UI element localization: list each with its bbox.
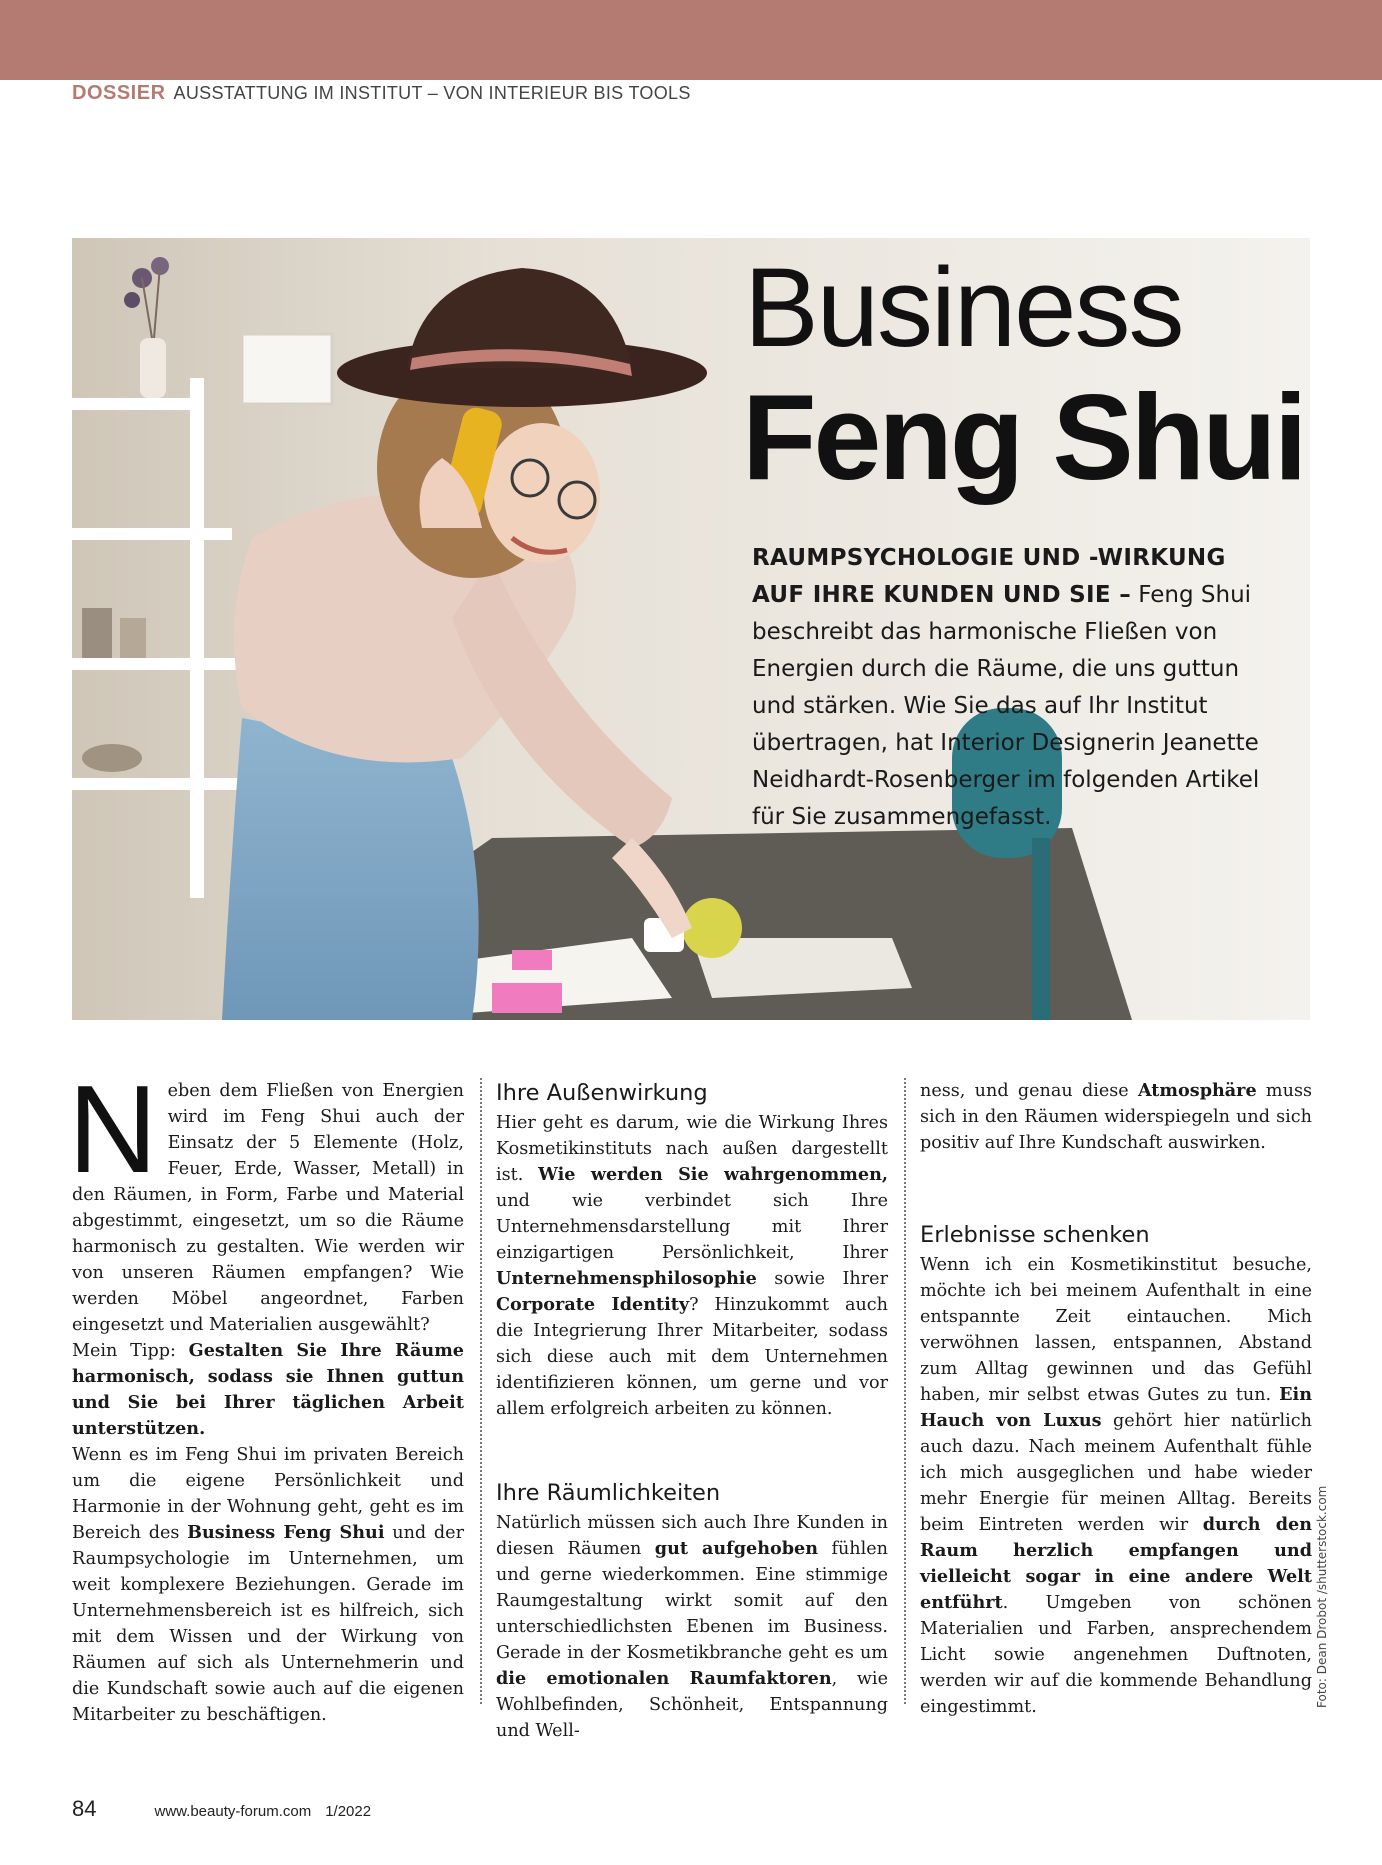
paragraph: Wenn es im Feng Shui im privaten Bereich um die eigene Persönlichkeit und Harmonie in der Wohnung geht, geht es im Bereich des Business Feng Shui und der Raumpsychologie im Unternehmen, um weit komplexere Beziehungen. Gerade im Unternehmensbereich ist es hilfreich, sich mit dem Wissen und der Wirkung von Räumen auf sich als Unternehmerin und die Kundschaft sowie auch auf die eigenen Mitarbeiter zu beschäftigen. [72,1445,464,1725]
top-color-bar [0,0,1382,80]
article-title-line1: Business [744,245,1183,370]
article-intro [752,540,1272,836]
photo-credit: Foto: Dean Drobot /shutterstock.com [1315,1485,1329,1708]
page-number: 84 [72,1796,97,1821]
section-subtitle: AUSSTATTUNG IM INSTITUT – VON INTERIEUR BIS TOOLS [173,83,691,103]
drop-cap: N [68,1061,158,1199]
article-column-1 [68,1061,464,1728]
paragraph: ness, und genau diese Atmosphäre muss sich in den Räumen widerspiegeln und sich positiv auf Ihre Kundschaft auswirken. [920,1080,1312,1153]
article-title-line2: Feng Shui [742,369,1305,505]
column-divider [904,1078,906,1704]
column-divider [480,1078,482,1704]
paragraph: Hier geht es darum, wie die Wirkung Ihres Kosmetikinstituts nach außen dargestellt ist. Wie werden Sie wahrgenommen, und wie verbindet sich Ihre Unternehmensdarstellung mit Ihrer einzigartigen Persönlichkeit, Ihrer Unternehmensphilosophie sowie Ihrer Corporate Identity? Hinzukommt auch die Integrierung Ihrer Mitarbeiter, sodass sich diese auch mit dem Unternehmen identifizieren können, um gerne und vor allem erfolgreich arbeiten zu können. [496,1113,888,1419]
footer-issue: 1/2022 [325,1803,372,1820]
subheading: Erlebnisse schenken [920,1222,1150,1248]
section-label: DOSSIER [72,82,166,104]
footer-website-link[interactable]: www.beauty-forum.com [154,1803,312,1820]
paragraph: Wenn ich ein Kosmetikinstitut besuche, möchte ich bei meinem Aufenthalt in eine entspannte Zeit eintauchen. Mich verwöhnen lassen, entspannen, Abstand zum Alltag gewinnen und das Gefühl haben, mir selbst etwas Gutes zu tun. Ein Hauch von Luxus gehört hier natürlich auch dazu. Nach meinem Aufenthalt fühle ich mich ausgeglichen und habe wieder mehr Energie für meinen Alltag. Bereits beim Eintreten werden wir durch den Raum herzlich empfangen und vielleicht sogar in eine andere Welt entführt. Umgeben von schönen Materialien und Farben, ansprechendem Licht sowie angenehmen Duftnoten, werden wir auf die kommende Behandlung eingestimmt. [920,1255,1312,1717]
article-column-2 [496,1078,888,1744]
page-footer [72,1796,371,1822]
subheading: Ihre Räumlichkeiten [496,1480,721,1506]
tip-paragraph: Mein Tipp: Gestalten Sie Ihre Räume harmonisch, sodass sie Ihnen guttun und Sie bei Ihrer täglichen Arbeit unterstützen. [72,1340,464,1439]
paragraph: Neben dem Fließen von Energien wird im Feng Shui auch der Einsatz der 5 Elemente (Holz, Feuer, Erde, Wasser, Metall) in den Räumen, in Form, Farbe und Material abgestimmt, eingesetzt, um so die Räume harmonisch zu gestalten. Wie werden wir von unseren Räumen empfangen? Wie werden Möbel angeordnet, Farben eingesetzt und Materialien ausgewählt? [68,1061,464,1335]
section-kicker [72,82,691,105]
intro-lead: RAUMPSYCHOLOGIE UND -WIRKUNG AUF IHRE KUNDEN UND SIE – [752,545,1226,608]
article-column-3 [920,1078,1312,1720]
hero-image [72,238,1310,1020]
intro-text: Feng Shui beschreibt das harmonische Fließen von Energien durch die Räume, die uns guttun und stärken. Wie Sie das auf Ihr Institut übertragen, hat Interior Designerin Jeanette Neidhardt-Rosenberger im folgenden Artikel für Sie zusammengefasst. [752,582,1260,830]
subheading: Ihre Außenwirkung [496,1080,708,1106]
paragraph: Natürlich müssen sich auch Ihre Kunden in diesen Räumen gut aufgehoben fühlen und gerne wiederkommen. Eine stimmige Raumgestaltung wirkt somit auf den unterschiedlichsten Ebenen im Business. Gerade in der Kosmetikbranche geht es um die emotionalen Raumfaktoren, wie Wohlbefinden, Schönheit, Entspannung und Well- [496,1513,889,1741]
